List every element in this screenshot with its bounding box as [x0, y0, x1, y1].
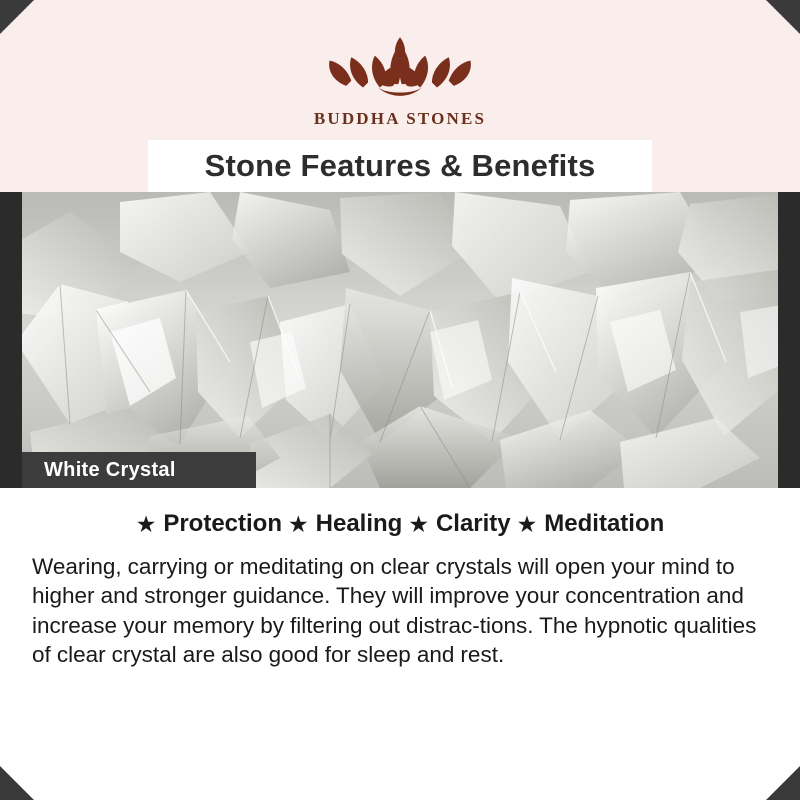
benefit-label: Meditation [544, 510, 665, 537]
photo-caption-text: White Crystal [44, 458, 176, 481]
benefit-label: Clarity [435, 510, 511, 537]
star-icon: ★ [288, 510, 309, 537]
photo-left-border [0, 192, 22, 488]
corner-decoration-bottom-left [0, 766, 34, 800]
brand-name: BUDDHA STONES [313, 109, 487, 128]
corner-decoration-top-left [0, 0, 34, 34]
corner-decoration-bottom-right [766, 766, 800, 800]
header-section [0, 0, 800, 192]
description-text: Wearing, carrying or meditating on clear crystals will open your mind to higher and stronger guidance. They will improve your concentration and increase your memory by filtering out distrac-tions. The hypnotic qualities of clear crystal are also good for sleep and rest. [32, 554, 757, 667]
product-photo [0, 192, 800, 488]
photo-caption [22, 452, 256, 488]
star-icon: ★ [516, 510, 538, 537]
content-section [0, 488, 800, 669]
benefits-list [28, 488, 772, 538]
star-icon: ★ [408, 510, 429, 537]
page-title: Stone Features & Benefits [204, 148, 596, 183]
benefit-item [517, 510, 665, 538]
benefit-item [408, 510, 510, 538]
benefit-label: Protection [163, 510, 283, 537]
crystal-cluster-image [0, 192, 800, 488]
benefit-item [288, 510, 402, 538]
benefit-label: Healing [315, 510, 403, 537]
star-icon: ★ [135, 510, 157, 537]
benefit-item [136, 510, 282, 538]
photo-right-border [778, 192, 800, 488]
brand-logo [314, 22, 486, 129]
lotus-meditation-figure-icon [316, 22, 484, 106]
corner-decoration-top-right [766, 0, 800, 34]
title-band [148, 140, 652, 192]
